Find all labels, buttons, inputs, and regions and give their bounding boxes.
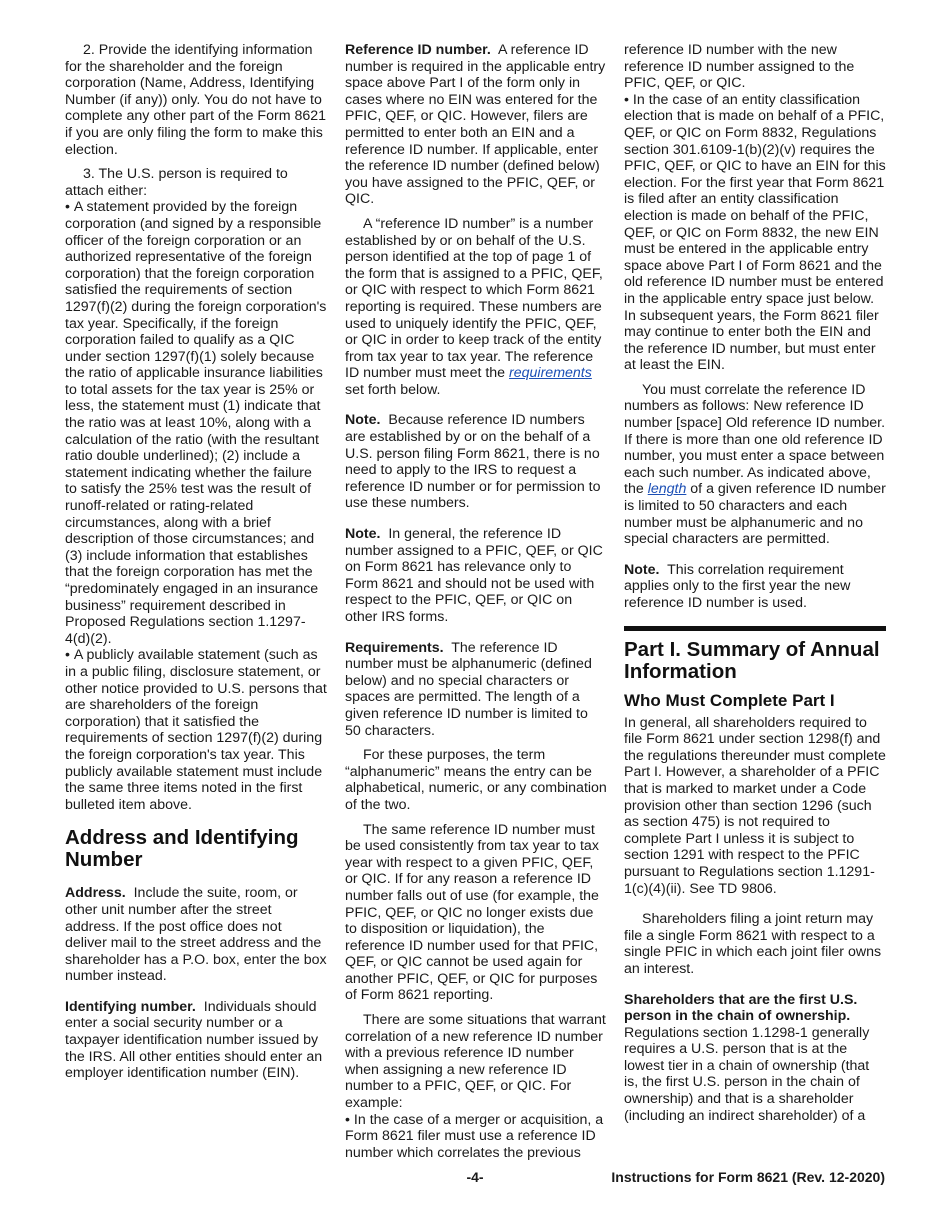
subheading-who-must-complete: Who Must Complete Part I [624, 690, 835, 710]
paragraph-note-correlation: Note. This correlation requirement applies only to the first year the new reference ID number is used. [624, 561, 851, 611]
column-right [624, 42, 886, 1124]
text-reference-id: A reference ID number is required in the applicable entry space above Part I of the form only in cases where no EIN was entered for the PFIC, QEF, or QIC. However, filers are permitted to enter both an EIN and a reference ID number. If applicable, enter the reference ID number (defined below) you have assigned to the PFIC, QEF, or QIC. [345, 42, 606, 208]
label-reference-id: Reference ID number. [345, 42, 491, 58]
paragraph-item-2: 2. Provide the identifying information for the shareholder and the foreign corporation (Name, Address, Identifying Number (if any)) only. You do not have to complete any other part of the Form 8621 if you are only filing the form to make this election. [65, 42, 327, 158]
paragraph-joint-return: Shareholders filing a joint return may file a single Form 8621 with respect to a single PFIC in which each joint filer owns an interest. [624, 911, 882, 977]
paragraph-address [65, 885, 327, 985]
bullet-entity-classification: • In the case of an entity classification election that is made on behalf of a PFIC, QEF, or QIC on Form 8832, Regulations section 301.6109-1(b)(2)(v) requires the PFIC, QEF, or QIC to have an EIN for this election. For the first year that Form 8621 is filed after an entity classification election is made on behalf of the PFIC, QEF, or QIC on Form 8832, the new EIN must be entered in the applicable entry space above Part I of Form 8621 and the old reference ID number must be entered in the applicable entry space just below. In subsequent years, the Form 8621 filer may continue to enter both the EIN and the reference ID number, but must enter at least the EIN. [624, 92, 886, 374]
label-note: Note. [624, 561, 660, 578]
label-address: Address. [65, 885, 126, 902]
paragraph-correlation-situations: There are some situations that warrant correlation of a new reference ID number with a previous reference ID number when assigning a new reference ID number to a PFIC, QEF, or QIC. For example: [345, 1012, 606, 1112]
paragraph-alphanumeric: For these purposes, the term “alphanumeric” means the entry can be alphabetical, numeric, or any combination of the two. [345, 747, 607, 813]
section-heading-part-1: Part I. Summary of Annual Information [624, 637, 880, 683]
bullet-statement-foreign-corp: • A statement provided by the foreign corporation (and signed by a responsible officer of the foreign corporation or an authorized representative of the foreign corporation) that the foreign corporation satisfied the requirements of section 1297(f)(2) during the foreign corporation's tax year. Specifically, if the foreign corporation failed to qualify as a QIC under section 1297(f)(1) solely because the ratio of applicable insurance liabilities to total assets for the tax year is 25% or less, the statement must (1) indicate that the ratio was at least 10%, along with a calculation of the ratio (with the resultant ratio double underlined); (2) include a statement indicating whether the failure to satisfy the 25% test was the result of runoff-related or rating-related circumstances, along with a brief description of those circumstances; and (3) include information that establishes that the foreign corporation has met the “predominately engaged in an insurance business” requirement described in Proposed Regulations section 1.1297-4(d)(2). [65, 199, 327, 647]
page-number: -4- [466, 1169, 484, 1185]
text-address: Include the suite, room, or other unit number after the street address. If the post office does not deliver mail to the street address and the shareholder has a P.O. box, enter the box number instead. [65, 885, 327, 985]
text-identifying-number: Individuals should enter a social security number or a taxpayer identification number issued by the IRS. All other entities should enter an employer identification number (EIN). [65, 998, 323, 1082]
bullet-public-statement: • A publicly available statement (such as in a public filing, disclosure statement, or other notice provided to U.S. persons that are shareholders of the foreign corporation) that it satisfied the requirements of section 1297(f)(2) during the foreign corporation's tax year. This publicly available statement must include the same three items noted in the first bulleted item above. [65, 647, 327, 813]
form-title-footer: Instructions for Form 8621 (Rev. 12-2020) [611, 1169, 885, 1185]
label-note: Note. [345, 412, 381, 429]
paragraph-note-2: Note. In general, the reference ID number assigned to a PFIC, QEF, or QIC on Form 8621 has relevance only to Form 8621 and should not be used with respect to the PFIC, QEF, or QIC on other IRS forms. [345, 526, 603, 625]
paragraph-first-us-person: Shareholders that are the first U.S. person in the chain of ownership. Regulations section 1.1298-1 generally requires a U.S. person that is at the lowest tier in a chain of ownership (that is, the first U.S. person in the chain of ownership) and that is a shareholder (including an indirect shareholder) of a [624, 991, 870, 1124]
label-note: Note. [345, 526, 381, 543]
bullet-merger: • In the case of a merger or acquisition, a Form 8621 filer must use a reference ID number which correlates the previous [345, 1112, 607, 1162]
paragraph-general: In general, all shareholders required to file Form 8621 under section 1298(f) and the regulations thereunder must complete Part I. However, a shareholder of a PFIC that is marked to market under a Code provision other than section 1296 (such as section 475) is not required to complete Part I unless it is subject to section 1291 with respect to the PFIC pursuant to Regulations section 1.1291-1(c)(4)(ii). See TD 9806. [624, 714, 886, 897]
paragraph-correlate: You must correlate the reference ID numbers as follows: New reference ID number [space] Old reference ID number. If there is more than one old reference ID number, you must enter a space between each such number. As indicated above, the length of a given reference ID number is limited to 50 characters and each number must be alphanumeric and no special characters are permitted. [624, 381, 886, 548]
length-link[interactable]: length [647, 481, 687, 498]
section-divider [624, 626, 886, 631]
column-left [65, 42, 327, 1082]
requirements-link[interactable]: requirements [509, 365, 592, 382]
paragraph-reference-id-definition: A “reference ID number” is a number established by or on behalf of the U.S. person identified at the top of page 1 of the form that is assigned to a PFIC, QEF, or QIC with respect to which Form 8621 reporting is required. These numbers are used to uniquely identify the PFIC, QEF, or QIC in order to keep track of the entity from tax year to tax year. The reference ID number must meet the requirements set forth below. [345, 215, 603, 398]
paragraph-continued: reference ID number with the new reference ID number assigned to the PFIC, QEF, or QIC. [624, 42, 855, 92]
paragraph-identifying-number [65, 999, 327, 1082]
label-first-us-person: Shareholders that are the first U.S. person in the chain of ownership. [624, 991, 858, 1025]
paragraph-reference-id [345, 42, 607, 208]
column-middle [345, 42, 607, 1161]
label-requirements: Requirements. [345, 639, 444, 656]
label-identifying-number: Identifying number. [65, 998, 196, 1015]
paragraph-item-3: 3. The U.S. person is required to attach either: [65, 166, 288, 199]
paragraph-requirements: Requirements. The reference ID number must be alphanumeric (defined below) and no special characters or spaces are permitted. The length of a given reference ID number is limited to 50 characters. [345, 639, 592, 739]
paragraph-same-reference-id: The same reference ID number must be used consistently from tax year to tax year with respect to a given PFIC, QEF, or QIC. If for any reason a reference ID number falls out of use (for example, the PFIC, QEF, or QIC no longer exists due to disposition or liquidation), the reference ID number used for that PFIC, QEF, or QIC cannot be used again for another PFIC, QEF, or QIC for purposes of Form 8621 reporting. [345, 821, 599, 1004]
section-heading-address: Address and Identifying Number [65, 826, 299, 872]
paragraph-note-1: Note. Because reference ID numbers are established by or on the behalf of a U.S. person filing Form 8621, there is no need to apply to the IRS to request a reference ID number or for permission to use these numbers. [345, 412, 601, 512]
